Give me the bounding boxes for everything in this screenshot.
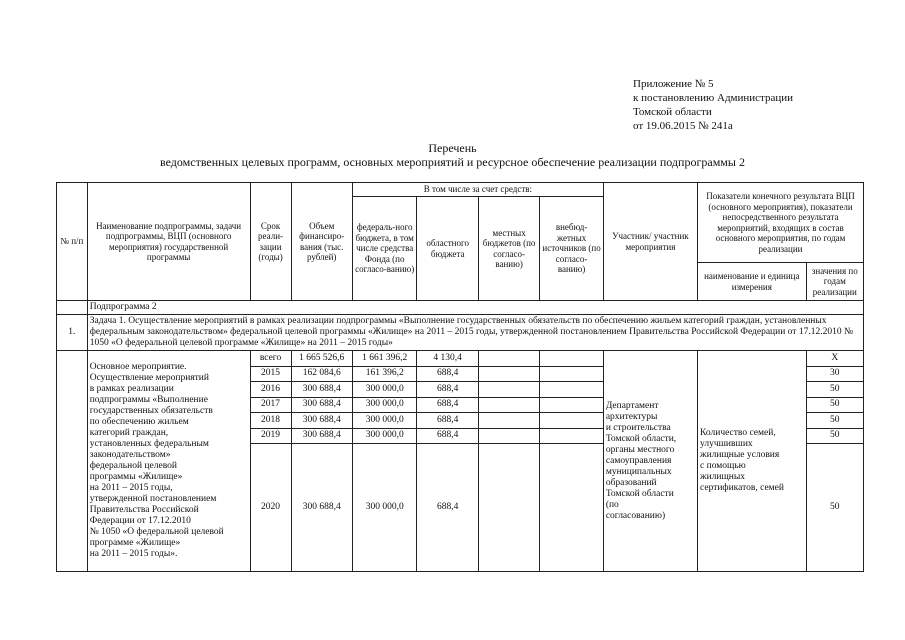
task-number: 1.: [57, 315, 88, 351]
header-indicators: Показатели конечного результата ВЦП (основного мероприятия), показатели непосредственного результата мероприятий, входящих в состав основного мероприятия, по годам реализации: [698, 183, 864, 263]
empty-cell: [57, 301, 88, 315]
regional-cell: 688,4: [417, 397, 478, 413]
participant-cell: Департамент архитектуры и строительства Томской области, органы местного самоуправления муниципальных образований Томской области (по согласованию): [603, 351, 697, 572]
indicator-value-cell: 50: [806, 444, 863, 572]
regional-cell: 688,4: [417, 413, 478, 429]
subprogram-label: Подпрограмма 2: [87, 301, 863, 315]
header-participant: Участник/ участник мероприятия: [603, 183, 697, 301]
volume-cell: 300 688,4: [291, 413, 352, 429]
year-cell: 2019: [250, 428, 291, 444]
year-cell: 2017: [250, 397, 291, 413]
federal-cell: 300 000,0: [352, 382, 417, 398]
document-subtitle: ведомственных целевых программ, основных мероприятий и ресурсное обеспечение реализации подпрограммы 2: [160, 155, 745, 169]
year-cell: всего: [250, 351, 291, 367]
local-cell: [478, 413, 539, 429]
extra-cell: [540, 382, 603, 398]
extra-cell: [540, 397, 603, 413]
year-cell: 2020: [250, 444, 291, 572]
federal-cell: 161 396,2: [352, 366, 417, 382]
header-indicator-values: значения по годам реализации: [806, 263, 863, 301]
header-volume: Объем финансиро-вания (тыс. рублей): [291, 183, 352, 301]
extra-cell: [540, 413, 603, 429]
header-indicator-name: наименование и единица измерения: [698, 263, 807, 301]
indicator-value-cell: 50: [806, 413, 863, 429]
document-title: Перечень: [428, 141, 477, 155]
indicator-value-cell: 50: [806, 397, 863, 413]
appendix-block: [633, 77, 793, 133]
volume-cell: 162 084,6: [291, 366, 352, 382]
header-including: В том числе за счет средств:: [352, 183, 603, 197]
local-cell: [478, 428, 539, 444]
local-cell: [478, 366, 539, 382]
federal-cell: 300 000,0: [352, 428, 417, 444]
header-extra: внебюд-жетных источников (по согласо-ванию): [540, 197, 603, 301]
federal-cell: 300 000,0: [352, 413, 417, 429]
indicator-value-cell: 50: [806, 428, 863, 444]
volume-cell: 1 665 526,6: [291, 351, 352, 367]
appendix-line: Томской области: [633, 106, 712, 118]
volume-cell: 300 688,4: [291, 428, 352, 444]
appendix-line: от 19.06.2015 № 241а: [633, 120, 733, 132]
volume-cell: 300 688,4: [291, 382, 352, 398]
measure-name: Основное мероприятие. Осуществление мероприятий в рамках реализации подпрограммы «Выполнение государственных обязательств по обеспечению жильем категорий граждан, установленных федеральным законодательством» федеральной целевой программы «Жилище» на 2011 – 2015 годы, утвержденной постановлением Правительства Российской Федерации от 17.12.2010 № 1050 «О федеральной целевой программе «Жилище» на 2011 – 2015 годы».: [87, 351, 250, 572]
federal-cell: 300 000,0: [352, 444, 417, 572]
local-cell: [478, 444, 539, 572]
extra-cell: [540, 444, 603, 572]
year-cell: 2016: [250, 382, 291, 398]
appendix-line: Приложение № 5: [633, 78, 714, 90]
extra-cell: [540, 351, 603, 367]
local-cell: [478, 397, 539, 413]
header-num: № п/п: [57, 183, 88, 301]
regional-cell: 688,4: [417, 444, 478, 572]
federal-cell: 300 000,0: [352, 397, 417, 413]
indicator-value-cell: X: [806, 351, 863, 367]
header-federal: федераль-ного бюджета, в том числе средства Фонда (по согласо-ванию): [352, 197, 417, 301]
federal-cell: 1 661 396,2: [352, 351, 417, 367]
extra-cell: [540, 366, 603, 382]
header-term: Срок реали-зации (годы): [250, 183, 291, 301]
header-local: местных бюджетов (по согласо-ванию): [478, 197, 539, 301]
year-cell: 2015: [250, 366, 291, 382]
volume-cell: 300 688,4: [291, 397, 352, 413]
volume-cell: 300 688,4: [291, 444, 352, 572]
appendix-line: к постановлению Администрации: [633, 92, 794, 104]
regional-cell: 688,4: [417, 366, 478, 382]
local-cell: [478, 382, 539, 398]
regional-cell: 4 130,4: [417, 351, 478, 367]
header-regional: областного бюджета: [417, 197, 478, 301]
extra-cell: [540, 428, 603, 444]
task-text: Задача 1. Осуществление мероприятий в рамках реализации подпрограммы «Выполнение государственных обязательств по обеспечению жильем категорий граждан, установленных федеральным законодательством» федеральной целевой программы «Жилище» на 2011 – 2015 годы, утвержденной постановлением Правительства Российской Федерации от 17.12.2010 № 1050 «О федеральной целевой программе «Жилище» на 2011 – 2015 годы»: [87, 315, 863, 351]
local-cell: [478, 351, 539, 367]
regional-cell: 688,4: [417, 382, 478, 398]
year-cell: 2018: [250, 413, 291, 429]
indicator-value-cell: 30: [806, 366, 863, 382]
indicator-value-cell: 50: [806, 382, 863, 398]
header-name: Наименование подпрограммы, задачи подпрограммы, ВЦП (основного мероприятия) государственной программы: [87, 183, 250, 301]
regional-cell: 688,4: [417, 428, 478, 444]
indicator-name-cell: Количество семей, улучшивших жилищные условия с помощью жилищных сертификатов, семей: [698, 351, 807, 572]
empty-cell: [57, 351, 88, 572]
program-table: [56, 182, 864, 572]
